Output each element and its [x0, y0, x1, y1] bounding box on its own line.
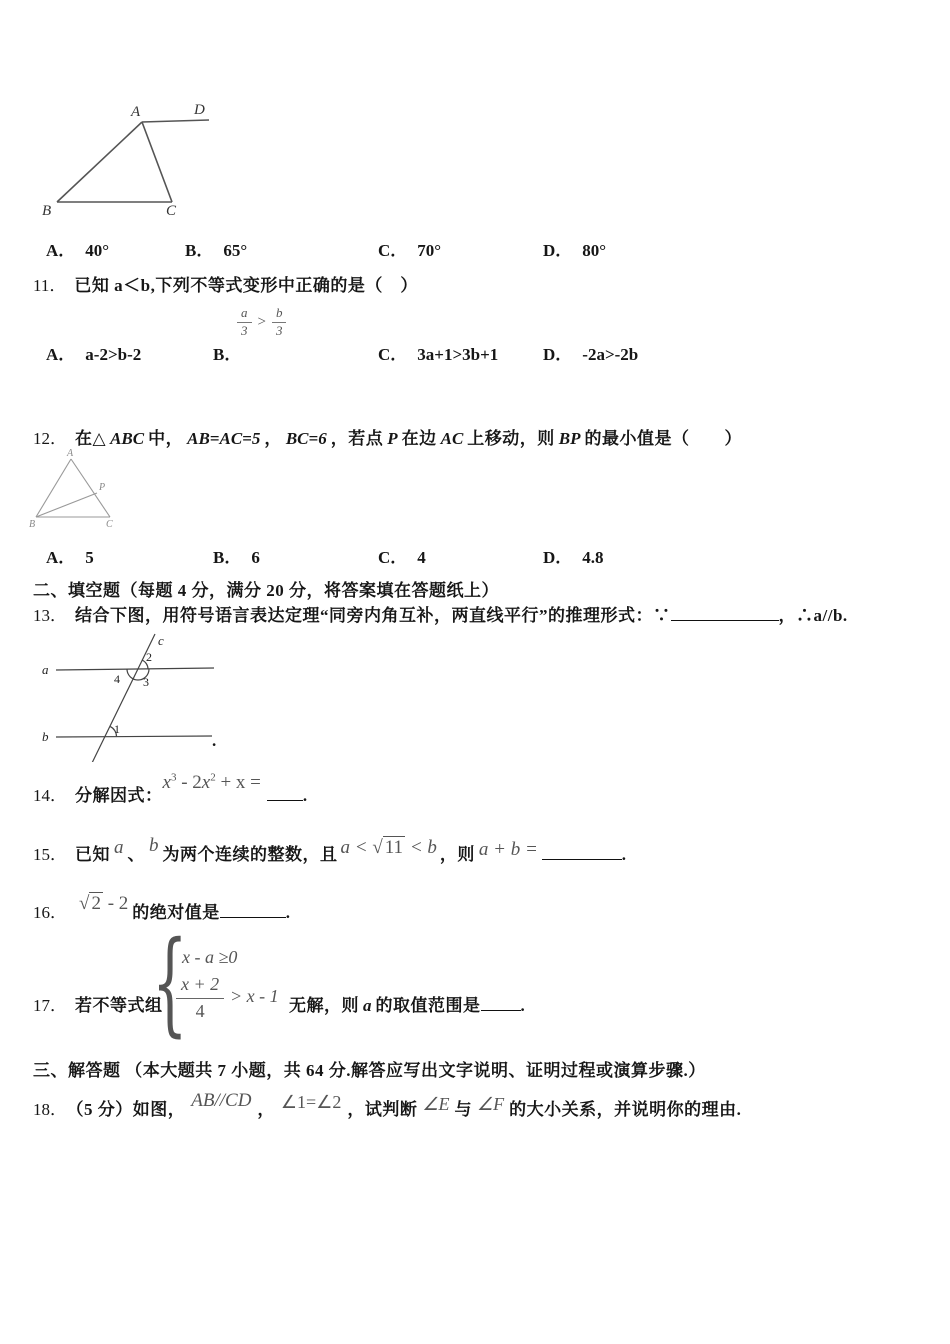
- question-13-number: 13．: [33, 606, 67, 625]
- option-letter: A．: [46, 548, 76, 567]
- math-var-a: a: [363, 996, 372, 1015]
- question-12-text: 上移动，则: [467, 429, 555, 448]
- angle-label-4: 4: [114, 672, 120, 686]
- answer-blank: [220, 902, 286, 918]
- fraction-a-over-3: [237, 306, 252, 339]
- question-12: [33, 424, 742, 449]
- vertex-label-d: D: [194, 102, 205, 118]
- question-12-text: 在边: [401, 429, 437, 448]
- period: .: [621, 845, 627, 864]
- question-12-text: ，若点: [330, 429, 384, 448]
- system-line-2-rest: > x - 1: [230, 986, 279, 1006]
- fraction-numerator: b: [272, 306, 287, 323]
- question-15-number: 15．: [33, 845, 67, 864]
- question-18-text: （5 分）如图，: [75, 1100, 186, 1119]
- question-18-number: 18．: [33, 1100, 67, 1119]
- sqrt-sign: √: [79, 893, 90, 914]
- option-d-q12: [543, 543, 604, 568]
- question-15: [33, 835, 627, 866]
- period: .: [285, 903, 291, 922]
- question-17-label: 若不等式组: [75, 996, 163, 1015]
- section-3-header: 三、解答题 （本大题共 7 小题，共 64 分.解答应写出文字说明、证明过程或演算步骤.）: [33, 1061, 706, 1080]
- fraction-b-over-3: [272, 306, 287, 339]
- period: .: [302, 786, 308, 805]
- option-value: 5: [85, 548, 94, 567]
- math-ab-ac-5: AB=AC=5: [187, 429, 261, 448]
- fraction-denominator: 4: [195, 1000, 205, 1021]
- fraction-numerator: x + 2: [176, 975, 224, 999]
- figure-q13-lines: [56, 634, 217, 762]
- option-letter: D．: [543, 345, 573, 364]
- question-17-text: 无解，则: [289, 996, 359, 1015]
- question-11-text: 已知 a＜b,下列不等式变形中正确的是（ ）: [74, 276, 418, 295]
- angle-label-3: 3: [143, 675, 149, 689]
- option-a-q12: [46, 543, 94, 568]
- question-14-number: 14．: [33, 786, 67, 805]
- fraction-numerator: a: [237, 306, 252, 323]
- question-18-comma: ，: [257, 1100, 275, 1119]
- math-bc-6: BC=6: [285, 429, 327, 448]
- option-letter: C．: [378, 345, 408, 364]
- math-triangle-abc: ABC: [110, 429, 145, 448]
- math-angle-f: ∠F: [477, 1094, 505, 1114]
- system-brace: {: [152, 918, 188, 1048]
- math-ab-parallel-cd: AB//CD: [191, 1090, 252, 1111]
- question-14-label: 分解因式：: [75, 786, 163, 805]
- question-17-text: 的取值范围是: [375, 996, 481, 1015]
- question-16-number: 16．: [33, 903, 67, 922]
- option-value: 65°: [223, 241, 248, 260]
- question-18: [33, 1090, 742, 1121]
- option-value: 4: [417, 548, 426, 567]
- figure-q12-triangle: [28, 446, 128, 531]
- math-sqrt2-minus-2: [75, 893, 132, 914]
- option-letter: A．: [46, 345, 76, 364]
- math-angle-e: ∠E: [422, 1094, 450, 1114]
- figure-period: .: [212, 731, 217, 750]
- math-less-b: < b: [409, 837, 437, 858]
- option-a-q11: [46, 340, 141, 365]
- fraction-denominator: 3: [275, 322, 283, 338]
- radical-sqrt-2: [79, 892, 103, 914]
- math-inequality-sqrt11: [338, 837, 440, 858]
- option-b-fraction: [237, 306, 286, 339]
- figure-q10-triangle: [35, 98, 215, 216]
- option-letter: B．: [213, 345, 242, 364]
- sqrt-sign: √: [372, 837, 383, 858]
- greater-than-sign: >: [257, 313, 266, 330]
- system-fraction: [176, 975, 224, 1022]
- question-11: [33, 271, 418, 296]
- math-exponent-2: 2: [210, 771, 216, 784]
- question-15-text: 为两个连续的整数，且: [162, 845, 338, 864]
- fraction-denominator: 3: [241, 322, 248, 338]
- question-15-text: ，则: [439, 845, 475, 864]
- radicand-11: 11: [384, 837, 404, 858]
- answer-blank: [267, 785, 303, 801]
- math-var-a: a: [114, 837, 124, 858]
- option-c-q11: [378, 340, 498, 365]
- question-17-tail: [289, 991, 525, 1016]
- option-value: 3a+1>3b+1: [417, 345, 499, 364]
- period: .: [520, 996, 526, 1015]
- option-a-q10: [46, 236, 109, 261]
- line-label-a: a: [42, 662, 49, 677]
- line-label-b: b: [42, 729, 49, 744]
- question-16-text: 的绝对值是: [132, 903, 220, 922]
- vertex-label-p: P: [99, 482, 106, 493]
- system-line-1: x - a ≥0: [182, 947, 238, 967]
- option-value: 80°: [582, 241, 607, 260]
- vertex-label-b: B: [29, 519, 36, 530]
- math-exponent-3: 3: [170, 771, 177, 784]
- question-18-text: 的大小关系，并说明你的理由.: [509, 1100, 742, 1119]
- answer-blank: [542, 844, 622, 860]
- option-value: 70°: [417, 241, 442, 260]
- because-symbol: ∵: [653, 606, 671, 625]
- math-a-less: a <: [340, 837, 368, 858]
- option-letter: A．: [46, 241, 76, 260]
- math-minus-2: - 2: [176, 772, 202, 793]
- math-side-ac: AC: [440, 429, 464, 448]
- question-14: [33, 771, 308, 807]
- math-var-b: b: [149, 835, 159, 856]
- math-point-p: P: [387, 429, 398, 448]
- option-letter: B．: [213, 548, 242, 567]
- math-angle1-equals-angle2: ∠1=∠2: [280, 1092, 342, 1112]
- question-15-text: 已知: [75, 845, 110, 864]
- question-18-text: 与: [454, 1100, 472, 1119]
- question-13-comma: ，: [778, 606, 796, 625]
- option-letter: C．: [378, 241, 408, 260]
- vertex-label-a: A: [131, 104, 141, 120]
- question-13: [33, 601, 848, 626]
- math-x: x: [201, 772, 211, 793]
- option-c-q10: [378, 236, 441, 261]
- vertex-label-c: C: [106, 519, 113, 530]
- line-label-c: c: [158, 633, 164, 648]
- math-factor-expression: [163, 772, 261, 793]
- option-value: 40°: [85, 241, 110, 260]
- option-d-q10: [543, 236, 606, 261]
- option-value: 4.8: [582, 548, 604, 567]
- question-12-text: 的最小值是（ ）: [584, 429, 743, 448]
- question-12-text: ，: [264, 429, 282, 448]
- option-b-q12: [213, 543, 260, 568]
- question-18-text: ，试判断: [347, 1100, 418, 1119]
- question-12-text: 中，: [148, 429, 184, 448]
- question-17-number: 17．: [33, 996, 67, 1015]
- option-b-q10: [185, 236, 247, 261]
- option-d-q11: [543, 340, 638, 365]
- option-c-q12: [378, 543, 426, 568]
- answer-blank: [481, 995, 521, 1011]
- option-b-q11: [213, 340, 251, 365]
- option-letter: D．: [543, 548, 573, 567]
- math-minus-2: - 2: [102, 893, 129, 914]
- question-17: [33, 991, 163, 1016]
- therefore-a-parallel-b: ∴a//b.: [796, 606, 848, 625]
- question-13-text: 结合下图，用符号语言表达定理“同旁内角互补，两直线平行”的推理形式：: [75, 606, 653, 625]
- option-letter: B．: [185, 241, 214, 260]
- vertex-label-b: B: [42, 203, 52, 216]
- enumeration-comma: 、: [127, 845, 145, 864]
- option-letter: D．: [543, 241, 573, 260]
- option-value: a-2>b-2: [85, 345, 142, 364]
- math-plus-x-equals: + x =: [215, 772, 261, 793]
- radicand-2: 2: [91, 893, 101, 914]
- question-12-number: 12．: [33, 429, 67, 448]
- question-12-text: 在△: [75, 429, 107, 448]
- angle-label-1: 1: [114, 722, 120, 736]
- option-value: 6: [251, 548, 260, 567]
- math-a-plus-b-equals: a + b =: [478, 839, 538, 860]
- figure-q13-parallel-lines: [40, 630, 225, 762]
- figure-q10-lines: [57, 120, 209, 202]
- math-x: x: [162, 772, 171, 793]
- answer-blank: [671, 605, 779, 621]
- vertex-label-a: A: [67, 448, 74, 459]
- radical-sqrt-11: [372, 836, 405, 858]
- option-letter: C．: [378, 548, 408, 567]
- angle-label-2: 2: [146, 650, 152, 664]
- math-bp: BP: [558, 429, 581, 448]
- option-value: -2a>-2b: [582, 345, 639, 364]
- vertex-label-c: C: [166, 203, 177, 216]
- section-2-header: 二、填空题（每题 4 分，满分 20 分，将答案填在答题纸上）: [33, 581, 499, 600]
- question-11-number: 11．: [33, 276, 67, 295]
